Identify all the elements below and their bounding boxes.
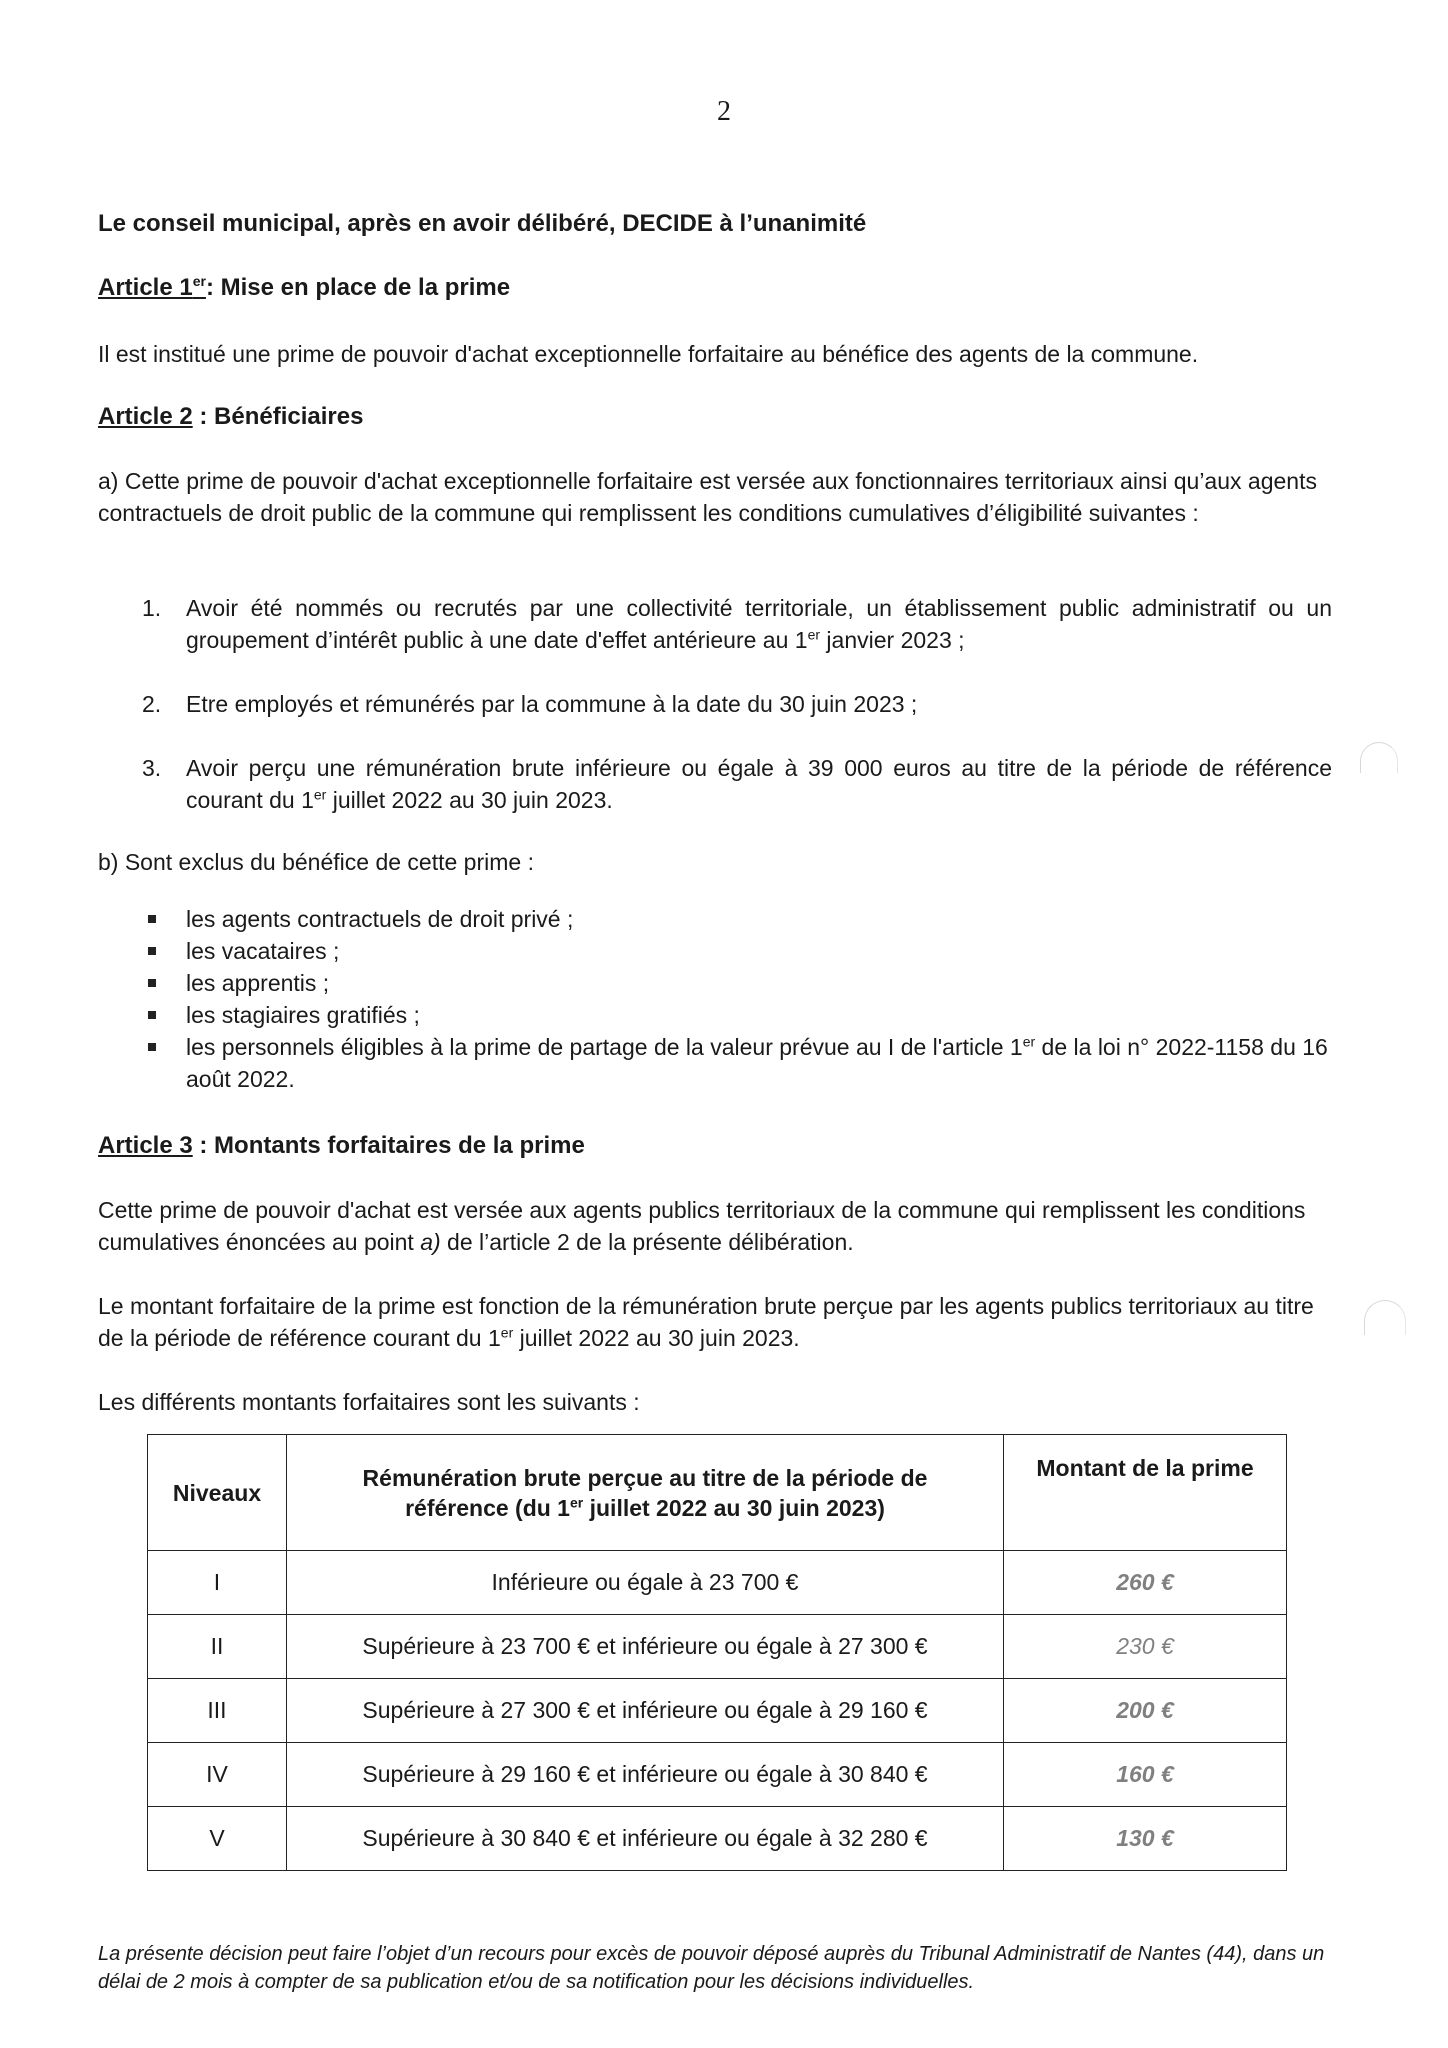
article-2-intro: a) Cette prime de pouvoir d'achat exceptionnelle forfaitaire est versée aux fonctionnaires territoriaux ainsi qu’aux agents contractuels de droit public de la commune qui remplissent les conditions cumulatives d’éligibilité suivantes : — [98, 468, 1317, 526]
bullet-square-icon — [148, 947, 156, 955]
range-cell: Inférieure ou égale à 23 700 € — [287, 1551, 1004, 1615]
bullet-square-icon — [148, 1011, 156, 1019]
range-cell: Supérieure à 27 300 € et inférieure ou égale à 29 160 € — [287, 1679, 1004, 1743]
excluded-text: les agents contractuels de droit privé ; — [186, 906, 574, 932]
condition-number: 1. — [142, 595, 162, 621]
excluded-list — [142, 903, 1332, 1095]
condition-text: Avoir perçu une rémunération brute inférieure ou égale à 39 000 euros au titre de la période de référence courant du 1er juillet 2022 au 30 juin 2023. — [186, 755, 1332, 813]
table-row — [148, 1679, 1287, 1743]
excluded-text: les stagiaires gratifiés ; — [186, 1002, 420, 1028]
table-row — [148, 1743, 1287, 1807]
table-row — [148, 1551, 1287, 1615]
amount-cell: 200 € — [1004, 1679, 1287, 1743]
header-levels: Niveaux — [148, 1435, 287, 1551]
table-row — [148, 1615, 1287, 1679]
header-remuneration: Rémunération brute perçue au titre de la période de référence (du 1er juillet 2022 au 30 juin 2023) — [287, 1435, 1004, 1551]
excluded-intro: b) Sont exclus du bénéfice de cette prime : — [98, 849, 534, 875]
article-3-paragraph-2: Le montant forfaitaire de la prime est fonction de la rémunération brute perçue par les agents publics territoriaux au titre de la période de référence courant du 1er juillet 2022 au 30 juin 2023. — [98, 1293, 1314, 1351]
excluded-item — [142, 903, 1332, 935]
article-1-title: : Mise en place de la prime — [205, 274, 511, 301]
level-cell: I — [148, 1551, 287, 1615]
header-amount: Montant de la prime — [1004, 1435, 1287, 1551]
bullet-square-icon — [148, 915, 156, 923]
level-cell: III — [148, 1679, 287, 1743]
article-3-paragraph-1: Cette prime de pouvoir d'achat est versée aux agents publics territoriaux de la commune qui remplissent les conditions cumulatives énoncées au point a) de l’article 2 de la présente délibération. — [98, 1197, 1306, 1255]
table-header-row — [148, 1435, 1287, 1551]
article-1-label: Article 1er — [98, 273, 206, 301]
article-2-title: : Bénéficiaires — [192, 403, 364, 430]
level-cell: IV — [148, 1743, 287, 1807]
condition-text: Avoir été nommés ou recrutés par une collectivité territoriale, un établissement public administratif ou un groupement d’intérêt public à une date d'effet antérieure au 1er janvier 2023 ; — [186, 595, 1332, 653]
article-3-paragraph-3: Les différents montants forfaitaires sont les suivants : — [98, 1389, 640, 1415]
range-cell: Supérieure à 23 700 € et inférieure ou égale à 27 300 € — [287, 1615, 1004, 1679]
scan-mark — [1360, 742, 1398, 773]
amount-cell: 130 € — [1004, 1807, 1287, 1871]
condition-number: 2. — [142, 691, 162, 717]
decision-heading: Le conseil municipal, après en avoir délibéré, DECIDE à l’unanimité — [98, 210, 867, 237]
excluded-text: les personnels éligibles à la prime de partage de la valeur prévue au I de l'article 1er de la loi n° 2022-1158 du 16 août 2022. — [186, 1033, 1328, 1092]
excluded-item — [142, 999, 1332, 1031]
excluded-item — [142, 1031, 1332, 1095]
condition-text: Etre employés et rémunérés par la commune à la date du 30 juin 2023 ; — [186, 691, 918, 717]
article-3-heading — [98, 1130, 1332, 1162]
bullet-square-icon — [148, 1043, 156, 1051]
article-3-title: : Montants forfaitaires de la prime — [192, 1132, 585, 1159]
range-cell: Supérieure à 30 840 € et inférieure ou égale à 32 280 € — [287, 1807, 1004, 1871]
article-2-heading — [98, 401, 1332, 433]
prime-amounts-table — [147, 1434, 1287, 1871]
amount-cell: 260 € — [1004, 1551, 1287, 1615]
condition-number: 3. — [142, 755, 162, 781]
excluded-text: les vacataires ; — [186, 938, 340, 964]
table-row — [148, 1807, 1287, 1871]
amount-cell: 160 € — [1004, 1743, 1287, 1807]
range-cell: Supérieure à 29 160 € et inférieure ou égale à 30 840 € — [287, 1743, 1004, 1807]
excluded-item — [142, 967, 1332, 999]
bullet-square-icon — [148, 979, 156, 987]
page-number: 2 — [717, 96, 731, 127]
article-1-body: Il est institué une prime de pouvoir d'achat exceptionnelle forfaitaire au bénéfice des agents de la commune. — [98, 341, 1199, 367]
scan-mark — [1364, 1300, 1406, 1335]
level-cell: II — [148, 1615, 287, 1679]
excluded-text: les apprentis ; — [186, 970, 330, 996]
article-1-heading — [98, 272, 1332, 304]
legal-footer: La présente décision peut faire l’objet d’un recours pour excès de pouvoir déposé auprès du Tribunal Administratif de Nantes (44), dans un délai de 2 mois à compter de sa publication et/ou de sa notification pour les décisions individuelles. — [98, 1943, 1325, 1993]
amount-cell: 230 € — [1004, 1615, 1287, 1679]
excluded-item — [142, 935, 1332, 967]
level-cell: V — [148, 1807, 287, 1871]
article-3-label: Article 3 — [98, 1132, 193, 1159]
article-2-label: Article 2 — [98, 403, 193, 430]
